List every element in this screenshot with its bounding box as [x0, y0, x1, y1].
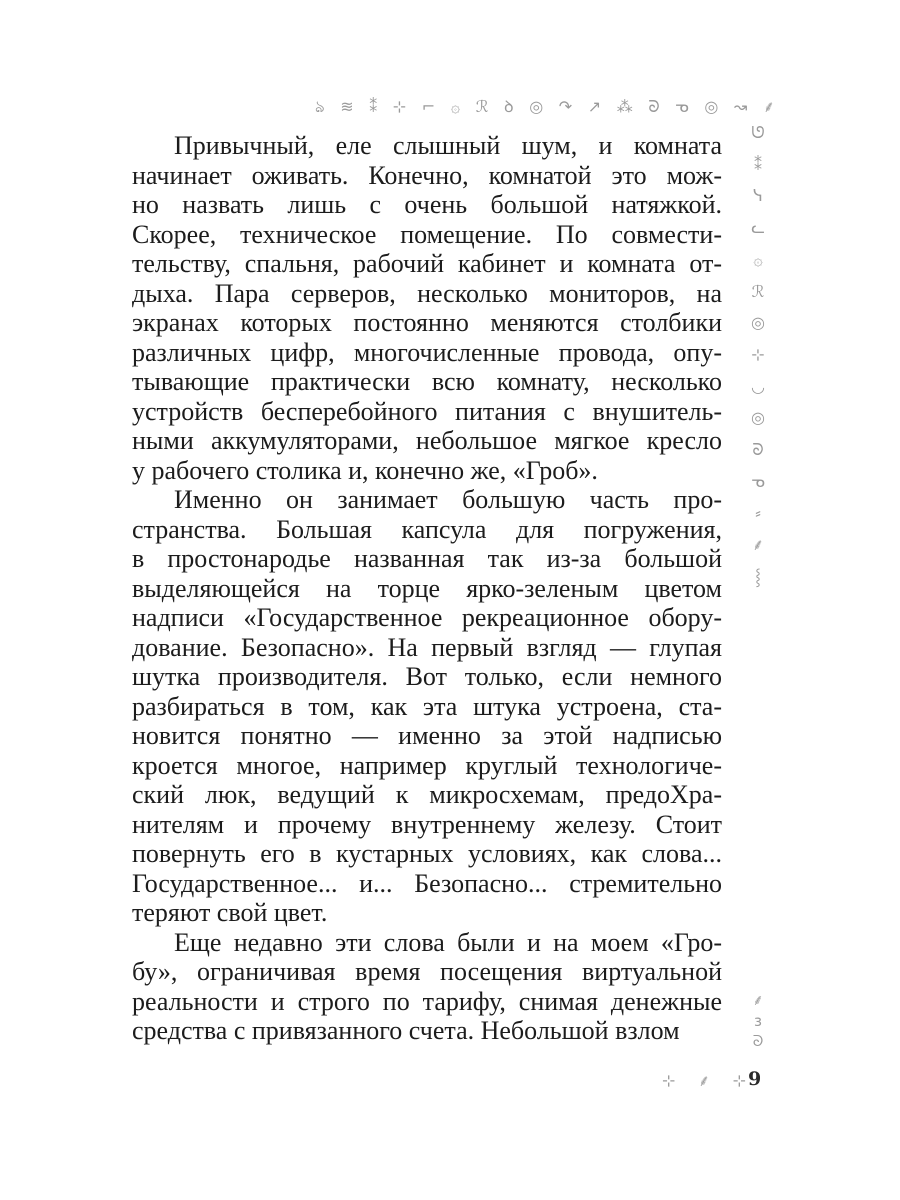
ornament-glyph-icon: ↗	[587, 97, 602, 116]
side-ornament-column-lower	[744, 993, 772, 1049]
text-line: Привычный, еле слышный шум, и комната	[174, 131, 722, 160]
text-line: дыха. Пара серверов, несколько мониторов, на	[132, 278, 722, 308]
ornament-glyph-icon: ᓀ	[675, 97, 689, 116]
text-line: теряют свой цвет.	[132, 898, 328, 927]
text-line: средства с привязанного счета. Небольшой взлом	[132, 1016, 680, 1045]
text-line: Еще недавно эти слова были и на моем «Гро-	[174, 927, 722, 957]
paragraph	[132, 131, 722, 485]
text-line: Государственное... и... Безопасно... стремительно	[132, 868, 722, 898]
ornament-glyph-icon: ᓀ	[751, 471, 765, 491]
ornament-glyph-icon: ᘐ	[648, 97, 660, 116]
text-line: реальности и строго по тарифу, снимая денежные	[132, 986, 722, 1016]
text-line: надписи «Государственное рекреационное обору-	[132, 603, 722, 632]
side-ornament-column	[744, 125, 772, 585]
ornament-glyph-icon: ᘐ	[752, 1032, 764, 1050]
text-line: Именно он занимает большую часть про-	[174, 485, 722, 514]
ornament-glyph-icon: ⊹	[751, 344, 765, 364]
ornament-glyph-icon: ◎	[529, 97, 544, 116]
ornament-glyph-icon: ↷	[558, 97, 573, 116]
ornament-glyph-icon: ↝	[733, 97, 748, 116]
text-line: различных цифр, многочисленные провода, опу-	[132, 337, 722, 367]
ornament-glyph-icon: ⸙	[697, 1071, 710, 1090]
body-text	[132, 131, 722, 1046]
ornament-glyph-icon: ⁑	[754, 154, 762, 174]
text-line: экранах которых постоянно меняются столбики	[132, 308, 722, 337]
ornament-glyph-icon: ᓚ	[751, 218, 765, 238]
ornament-glyph-icon: ℛ	[475, 97, 489, 116]
text-line: выделяющейся на торце ярко-зеленым цветом	[132, 573, 722, 603]
ornament-glyph-icon: ঌ	[315, 97, 325, 116]
text-line: ными аккумуляторами, небольшое мягкое кресло	[132, 426, 722, 455]
ornament-glyph-icon: ◎	[751, 313, 765, 333]
top-ornament-row	[315, 96, 775, 118]
ornament-glyph-icon: ᘐ	[752, 440, 764, 460]
ornament-glyph-icon: ⸗	[755, 503, 761, 523]
text-line: повернуть его в кустарных условиях, как слова...	[132, 839, 722, 868]
ornament-glyph-icon: ⁑	[369, 97, 378, 116]
ornament-glyph-icon: ⁂	[616, 97, 633, 116]
ornament-glyph-icon: ⊹	[732, 1071, 746, 1090]
text-line: тельству, спальня, рабочий кабинет и комната от-	[132, 249, 722, 278]
text-line: новится понятно — именно за этой надписью	[132, 721, 722, 750]
ornament-glyph-icon: ۞	[450, 97, 461, 116]
paragraph	[132, 928, 722, 1046]
ornament-glyph-icon: ᓭ	[753, 186, 763, 206]
text-line: начинает оживать. Конечно, комнатой это мож-	[132, 160, 722, 190]
text-line: ский люк, ведущий к микросхемам, предоХра-	[132, 780, 722, 809]
ornament-glyph-icon: ◡	[751, 376, 765, 396]
text-line: шутка производителя. Вот только, если немного	[132, 662, 722, 691]
ornament-glyph-icon: ꝺ	[504, 97, 514, 116]
text-line: тывающие практически всю комнату, несколько	[132, 367, 722, 396]
ornament-glyph-icon: ℛ	[751, 281, 765, 301]
ornament-glyph-icon: ⸙	[751, 535, 764, 555]
ornament-glyph-icon: ⊹	[662, 1071, 676, 1090]
text-line: в простонародье названная так из-за большой	[132, 544, 722, 573]
footer-ornament-row	[662, 1070, 746, 1092]
text-line: кроется многое, например круглый технологиче-	[132, 750, 722, 780]
ornament-glyph-icon: ⊹	[392, 97, 407, 116]
text-line: дование. Безопасно». На первый взгляд — глупая	[132, 632, 722, 662]
ornament-glyph-icon: ⸾	[755, 566, 761, 586]
text-line: разбираться в том, как эта штука устроена, ста-	[132, 691, 722, 721]
ornament-glyph-icon: ◎	[751, 408, 765, 428]
text-line: у рабочего столика и, конечно же, «Гроб».	[132, 455, 598, 485]
ornament-glyph-icon: ◎	[704, 97, 719, 116]
ornament-glyph-icon: ɜ	[754, 1011, 762, 1030]
page-number: 9	[748, 1068, 762, 1090]
ornament-glyph-icon: ⸙	[762, 97, 775, 116]
ornament-glyph-icon: ۞	[753, 249, 763, 269]
ornament-glyph-icon: ⌐	[421, 97, 436, 116]
text-line: Скорее, техническое помещение. По совмести-	[132, 219, 722, 249]
text-line: бу», ограничивая время посещения виртуальной	[132, 957, 722, 986]
text-line: странства. Большая капсула для погружения,	[132, 514, 722, 544]
text-line: но назвать лишь с очень большой натяжкой.	[132, 190, 722, 219]
text-line: устройств бесперебойного питания с внушитель-	[132, 396, 722, 426]
ornament-glyph-icon: ᘎ	[751, 123, 765, 142]
paragraph	[132, 485, 722, 928]
ornament-glyph-icon: ⸙	[752, 991, 764, 1009]
text-line: нителям и прочему внутреннему железу. Стоит	[132, 809, 722, 839]
ornament-glyph-icon: ≋	[340, 97, 354, 116]
